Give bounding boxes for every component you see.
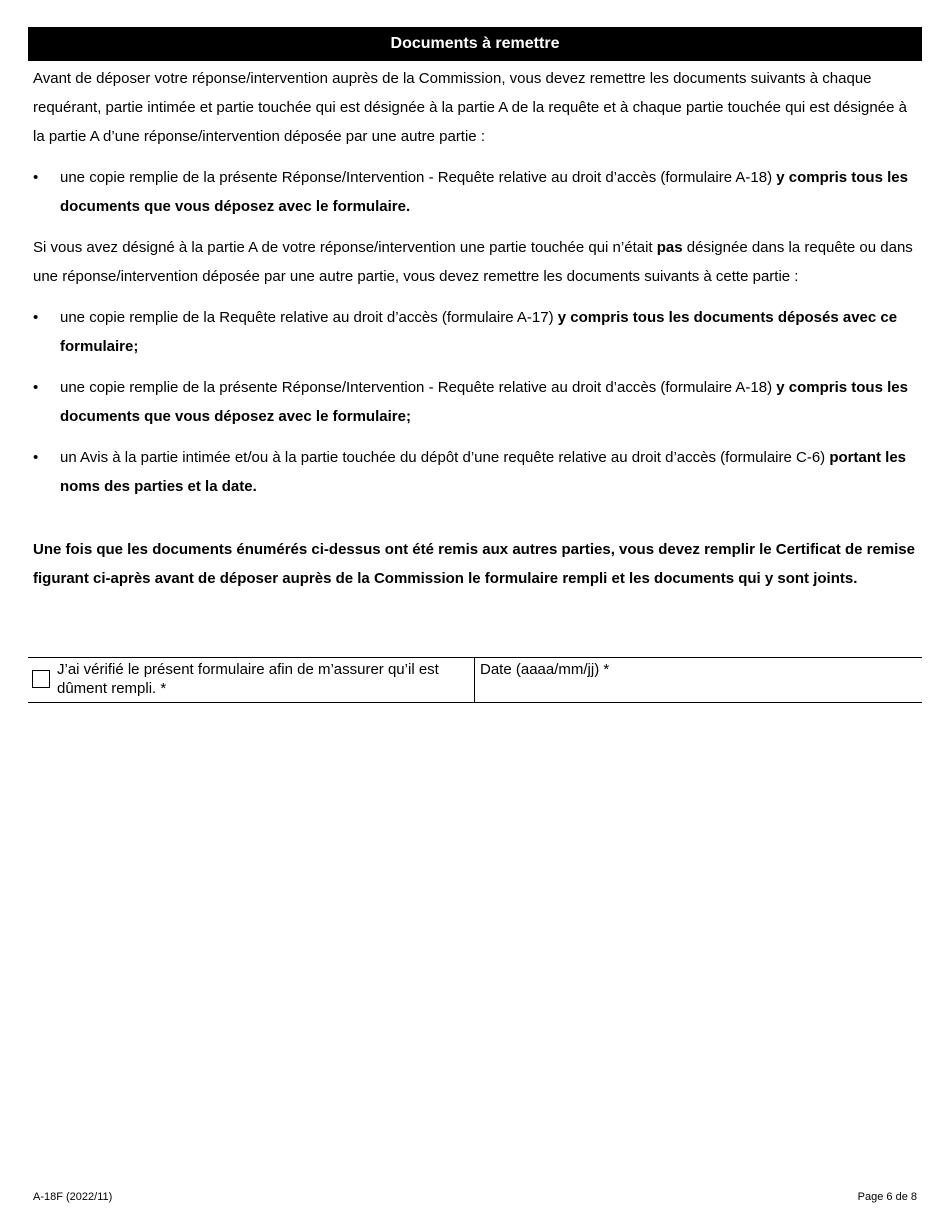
section-title: Documents à remettre xyxy=(390,35,560,52)
list-item-text: un Avis à la partie intimée et/ou à la partie touchée du dépôt d’une requête relative au droit d’accès (formulaire C-6) xyxy=(60,449,830,466)
page-number: Page 6 de 8 xyxy=(857,1191,917,1203)
bullet-icon: • xyxy=(33,169,39,186)
intro-paragraph: Avant de déposer votre réponse/intervention auprès de la Commission, vous devez remettre les documents suivants à chaque requérant, partie intimée et partie touchée qui est désignée à la partie A de la requête et à chaque partie touchée qui est désignée à la partie A d’une réponse/intervention déposée par une autre partie : xyxy=(33,70,907,145)
bullet-icon: • xyxy=(33,379,39,396)
list-item xyxy=(33,303,919,361)
list-item-bold-text: y compris tous les documents que vous déposez avec le formulaire; xyxy=(60,379,908,425)
verification-form-row xyxy=(28,657,922,703)
list-item-bold-text: y compris tous les documents déposés avec ce formulaire; xyxy=(60,309,898,355)
instructions-body xyxy=(33,64,919,605)
verification-cell xyxy=(28,658,475,702)
affected-party-paragraph xyxy=(33,233,919,291)
list-item xyxy=(33,443,919,501)
bullet-icon: • xyxy=(33,449,39,466)
list-item xyxy=(33,163,919,221)
paragraph-text-end: désignée dans la requête ou dans une réponse/intervention déposée par une autre partie, vous devez remettre les documents suivants à cette partie : xyxy=(33,239,913,285)
list-item xyxy=(33,373,919,431)
date-field-label: Date (aaaa/mm/jj) * xyxy=(480,661,610,678)
list-item-text: une copie remplie de la présente Réponse/Intervention - Requête relative au droit d’accès (formulaire A-18) xyxy=(60,169,777,186)
verification-checkbox-label: J’ai vérifié le présent formulaire afin de m’assurer qu’il est dûment rempli. * xyxy=(57,661,439,697)
paragraph-text-start: Si vous avez désigné à la partie A de votre réponse/intervention une partie touchée qui n’était xyxy=(33,239,657,256)
form-code: A-18F (2022/11) xyxy=(33,1191,113,1203)
certificate-note: Une fois que les documents énumérés ci-dessus ont été remis aux autres parties, vous devez remplir le Certificat de remise figurant ci-après avant de déposer auprès de la Commission le formulaire rempli et les documents qui y sont joints. xyxy=(33,541,915,587)
date-field[interactable] xyxy=(479,680,913,700)
list-item-text: une copie remplie de la Requête relative au droit d’accès (formulaire A-17) xyxy=(60,309,558,326)
list-item-bold-text: y compris tous les documents que vous déposez avec le formulaire. xyxy=(60,169,908,215)
list-item-bold-text: portant les noms des parties et la date. xyxy=(60,449,907,495)
verification-checkbox[interactable] xyxy=(32,670,50,688)
list-item-text: une copie remplie de la présente Réponse/Intervention - Requête relative au droit d’accès (formulaire A-18) xyxy=(60,379,777,396)
paragraph-emphasis: pas xyxy=(656,239,683,256)
date-cell xyxy=(475,658,922,702)
section-header xyxy=(28,27,922,61)
bullet-icon: • xyxy=(33,309,39,326)
